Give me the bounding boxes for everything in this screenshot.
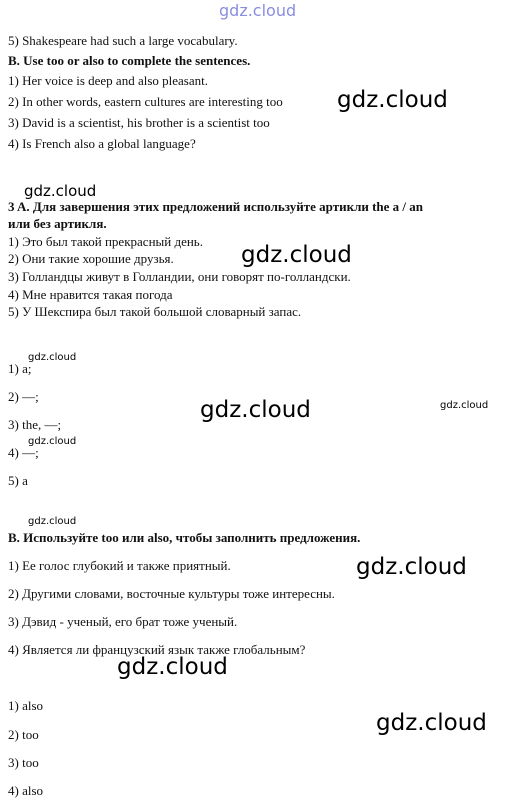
task3b-answer-2: 2) too xyxy=(8,727,39,742)
watermark: gdz.cloud xyxy=(24,182,97,200)
task3-heading-line2: или без артикля. xyxy=(8,216,107,231)
watermark: gdz.cloud xyxy=(337,87,448,113)
task3-answer-5: 5) a xyxy=(8,473,28,488)
task3-item-1: 1) Это был такой прекрасный день. xyxy=(8,234,203,249)
task3-answer-3: 3) the, —; xyxy=(8,417,62,432)
task3-item-5: 5) У Шекспира был такой большой словарный запас. xyxy=(8,304,302,319)
task3b-item-2: 2) Другими словами, восточные культуры тоже интересны. xyxy=(8,586,335,601)
watermark: gdz.cloud xyxy=(241,242,352,268)
task3b-answer-4: 4) also xyxy=(8,783,44,798)
exercise-b-item-1: 1) Her voice is deep and also pleasant. xyxy=(8,73,208,88)
exercise-b-item-3: 3) David is a scientist, his brother is a scientist too xyxy=(8,115,270,130)
task3-item-4: 4) Мне нравится такая погода xyxy=(8,287,173,302)
sentence-item-5: 5) Shakespeare had such a large vocabulary. xyxy=(8,33,238,48)
watermark: gdz.cloud xyxy=(200,397,311,423)
task3b-item-3: 3) Дэвид - ученый, его брат тоже ученый. xyxy=(8,614,238,629)
task3-answer-4: 4) —; xyxy=(8,445,39,460)
exercise-b-heading: B. Use too or also to complete the sentences. xyxy=(8,53,251,68)
watermark: gdz.cloud xyxy=(440,400,489,411)
task3-answer-2: 2) —; xyxy=(8,389,39,404)
task3b-answer-3: 3) too xyxy=(8,755,39,770)
task3b-heading: B. Используйте too или also, чтобы заполнить предложения. xyxy=(8,530,361,545)
task3b-item-4: 4) Является ли французский язык также глобальным? xyxy=(8,642,306,657)
watermark: gdz.cloud xyxy=(28,352,77,363)
exercise-b-item-2: 2) In other words, eastern cultures are interesting too xyxy=(8,94,283,109)
exercise-b-item-4: 4) Is French also a global language? xyxy=(8,136,196,151)
watermark: gdz.cloud xyxy=(356,554,467,580)
task3b-item-1: 1) Ее голос глубокий и также приятный. xyxy=(8,558,231,573)
watermark: gdz.cloud xyxy=(376,710,487,736)
task3b-answer-1: 1) also xyxy=(8,698,44,713)
watermark: gdz.cloud xyxy=(28,516,77,527)
task3-item-2: 2) Они такие хорошие друзья. xyxy=(8,251,174,266)
watermark-top: gdz.cloud xyxy=(219,1,297,20)
watermark: gdz.cloud xyxy=(28,436,77,447)
task3-item-3: 3) Голландцы живут в Голландии, они говорят по-голландски. xyxy=(8,269,351,284)
watermark: gdz.cloud xyxy=(117,654,228,680)
task3-heading-line1: 3 A. Для завершения этих предложений используйте артикли the a / an xyxy=(8,199,424,214)
task3-answer-1: 1) a; xyxy=(8,361,32,376)
